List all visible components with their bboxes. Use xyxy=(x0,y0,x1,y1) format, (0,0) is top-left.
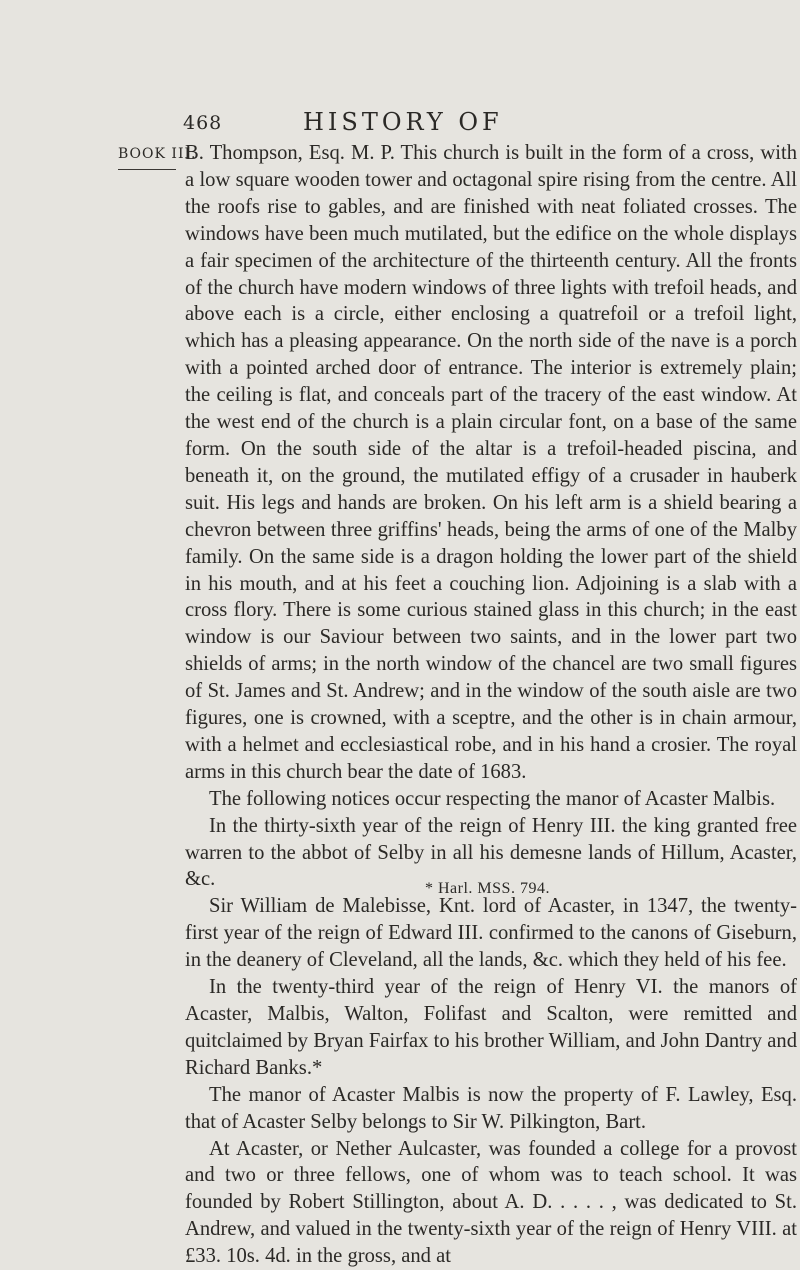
paragraph: At Acaster, or Nether Aulcaster, was founded a college for a provost and two or three fellows, one of whom was to teach school. It was founded by Robert Stillington, about A. D. . . . . , was dedicated to St. Andrew, and valued in the twenty-sixth year of the reign of Henry VIII. at £33. 10s. 4d. in the gross, and at xyxy=(185,1137,797,1268)
paragraph: B. Thompson, Esq. M. P. This church is built in the form of a cross, with a low square wooden tower and octagonal spire rising from the centre. All the roofs rise to gables, and are finished with neat foliated crosses. The windows have been much mutilated, but the edifice on the whole displays a fair specimen of the architecture of the thirteenth century. All the fronts of the church have modern windows of three lights with trefoil heads, and above each is a circle, either enclosing a quatrefoil or a trefoil light, which has a pleasing appearance. On the north side of the nave is a porch with a pointed arched door of entrance. The interior is extremely plain; the ceiling is flat, and conceals part of the tracery of the east window. At the west end of the church is a plain circular font, on a base of the same form. On the south side of the altar is a trefoil-headed piscina, and beneath it, on the ground, the mutilated effigy of a crusader in hauberk suit. His legs and hands are broken. On his left arm is a shield bearing a chevron between three griffins' heads, being the arms of one of the Malby family. On the same side is a dragon holding the lower part of the shield in his mouth, and at his feet a couching lion. Adjoining is a slab with a cross flory. There is some curious stained glass in this church; in the east window is our Saviour between two saints, and in the lower part two shields of arms; in the north window of the chancel are two small figures of St. James and St. Andrew; and in the window of the south aisle are two figures, one is crowned, with a sceptre, and the other is in chain armour, with a helmet and ecclesiastical robe, and in his hand a crosier. The royal arms in this church bear the date of 1683. xyxy=(185,142,797,783)
paragraph: In the thirty-sixth year of the reign of Henry III. the king granted free warren to the abbot of Selby in all his demesne lands of Hillum, Acaster, &c. xyxy=(185,814,797,891)
running-head: HISTORY OF xyxy=(303,108,503,136)
paragraph: Sir William de Malebisse, Knt. lord of Acaster, in 1347, the twenty-first year of the reign of Edward III. confirmed to the canons of Giseburn, in the deanery of Cleveland, all the lands, &c. which they held of his fee. xyxy=(185,895,797,972)
book-section-label: BOOK III. xyxy=(118,146,197,162)
side-label-rule xyxy=(118,169,176,170)
paragraph: The manor of Acaster Malbis is now the property of F. Lawley, Esq. that of Acaster Selby belongs to Sir W. Pilkington, Bart. xyxy=(185,1083,797,1133)
paragraph: The following notices occur respecting the manor of Acaster Malbis. xyxy=(209,787,776,810)
page-number: 468 xyxy=(183,112,223,134)
paragraph: In the twenty-third year of the reign of Henry VI. the manors of Acaster, Malbis, Walton, Folifast and Scalton, were remitted and quitclaimed by Bryan Fairfax to his brother William, and John Dantry and Richard Banks.* xyxy=(185,976,797,1079)
footnote: * Harl. MSS. 794. xyxy=(425,880,550,897)
body-text xyxy=(185,140,797,1270)
